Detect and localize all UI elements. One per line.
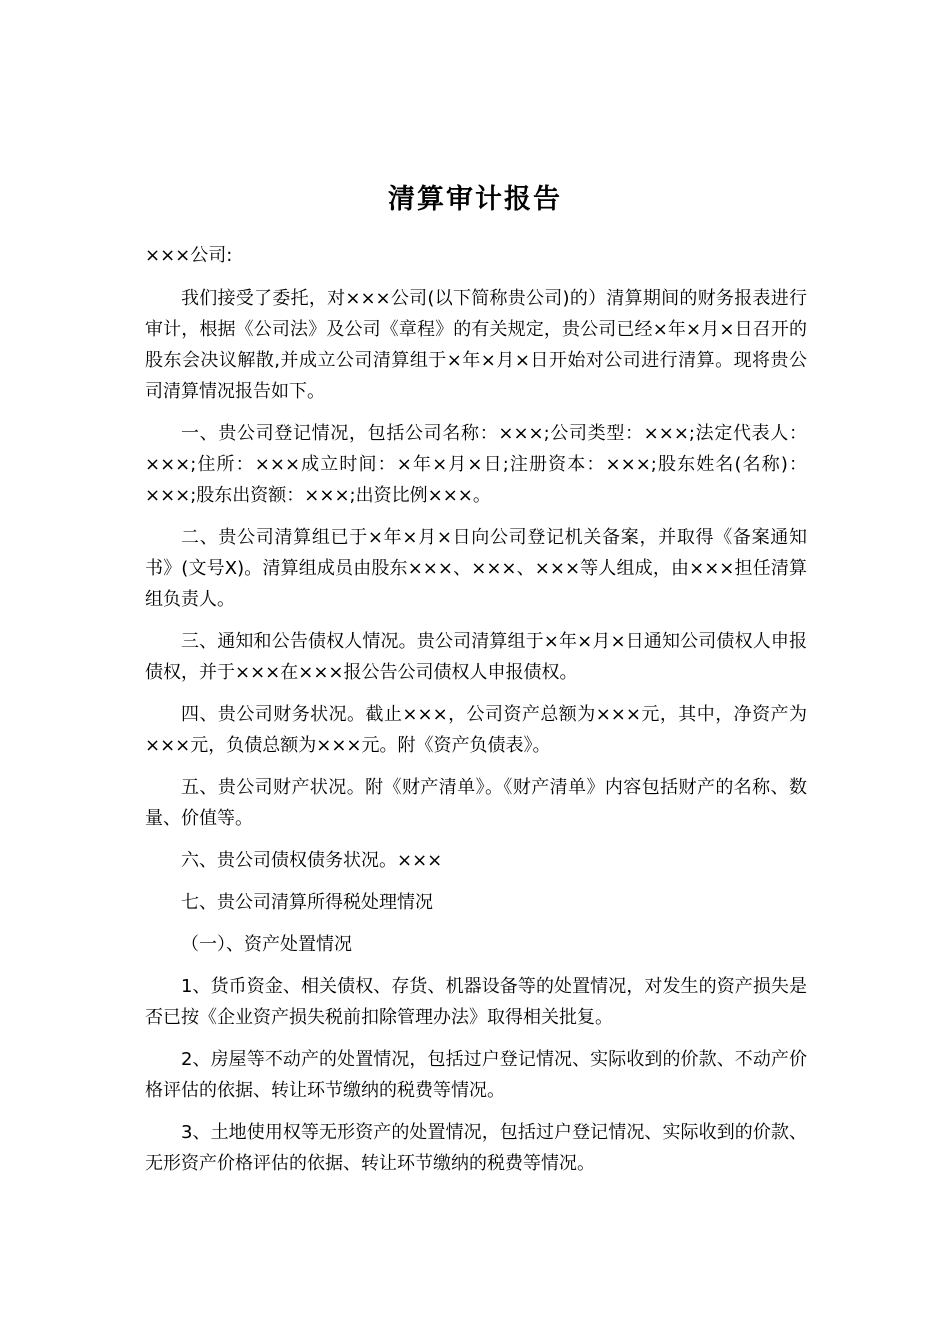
paragraph-item-2: 2、房屋等不动产的处置情况，包括过户登记情况、实际收到的价款、不动产价格评估的依据、转让环节缴纳的税费等情况。: [145, 1049, 807, 1101]
document-title: 清算审计报告: [388, 184, 562, 215]
paragraph-item-1: 1、货币资金、相关债权、存货、机器设备等的处置情况，对发生的资产损失是否已按《企业资产损失税前扣除管理办法》取得相关批复。: [145, 976, 807, 1028]
paragraph-debt-status: 六、贵公司债权债务状况。×××: [181, 850, 443, 871]
paragraph-intro: 我们接受了委托，对×××公司(以下简称贵公司)的）清算期间的财务报表进行审计，根据《公司法》及公司《章程》的有关规定，贵公司已经×年×月×日召开的股东会决议解散,并成立公司清算组于×年×月×日开始对公司进行清算。现将贵公司清算情况报告如下。: [145, 288, 807, 402]
document-body: [145, 240, 807, 1190]
paragraph-asset-disposal-heading: （一）、资产处置情况: [181, 934, 352, 955]
paragraph-creditor-notice: 三、通知和公告债权人情况。贵公司清算组于×年×月×日通知公司债权人申报债权，并于×××在×××报公告公司债权人申报债权。: [145, 631, 807, 683]
paragraph-liquidation-group: 二、贵公司清算组已于×年×月×日向公司登记机关备案，并取得《备案通知书》(文号X)。清算组成员由股东×××、×××、×××等人组成，由×××担任清算组负责人。: [145, 527, 807, 610]
paragraph-property-status: 五、贵公司财产状况。附《财产清单》。《财产清单》内容包括财产的名称、数量、价值等。: [145, 777, 807, 829]
paragraph-financial-status: 四、贵公司财务状况。截止×××，公司资产总额为×××元，其中，净资产为×××元，负债总额为×××元。附《资产负债表》。: [145, 704, 807, 756]
paragraph-item-3: 3、土地使用权等无形资产的处置情况，包括过户登记情况、实际收到的价款、无形资产价格评估的依据、转让环节缴纳的税费等情况。: [145, 1122, 807, 1174]
salutation: ×××公司:: [145, 245, 233, 266]
paragraph-registration: 一、贵公司登记情况，包括公司名称：×××;公司类型：×××;法定代表人：×××;住所：×××成立时间：×年×月×日;注册资本：×××;股东姓名(名称)：×××;股东出资额：×××;出资比例×××。: [145, 423, 807, 506]
paragraph-income-tax: 七、贵公司清算所得税处理情况: [181, 892, 433, 913]
